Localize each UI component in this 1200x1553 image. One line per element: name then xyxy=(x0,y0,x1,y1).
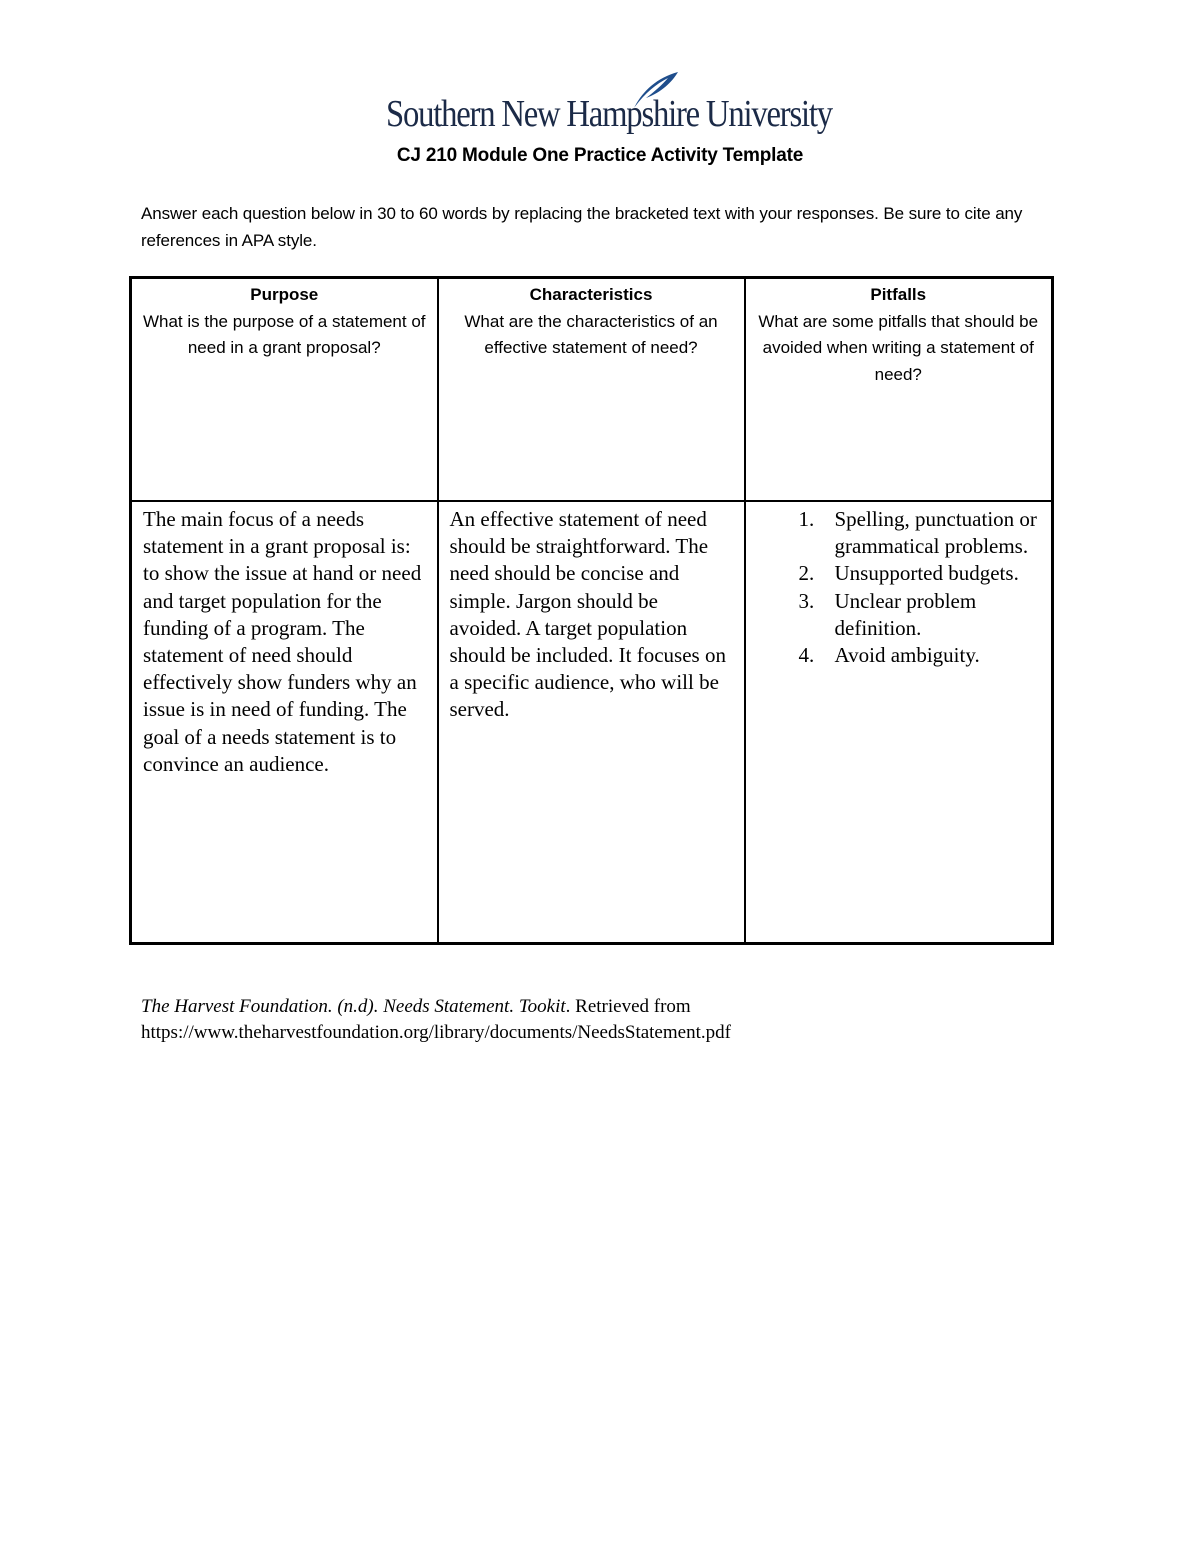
list-item-number: 3. xyxy=(798,588,815,613)
list-item-text: Avoid ambiguity. xyxy=(834,643,980,668)
list-item xyxy=(757,560,1042,587)
instructions-text: Answer each question below in 30 to 60 words by replacing the bracketed text with your responses. Be sure to cite any references in APA style. xyxy=(141,204,1023,250)
purpose-answer-cell[interactable] xyxy=(131,501,438,944)
characteristics-answer-cell[interactable] xyxy=(438,501,745,944)
pitfalls-question: What are some pitfalls that should be avoided when writing a statement of need? xyxy=(758,311,1039,384)
pitfalls-heading: Pitfalls xyxy=(870,285,927,304)
activity-table xyxy=(129,276,1054,945)
purpose-header-cell xyxy=(131,278,438,502)
university-logo xyxy=(386,70,832,136)
logo-wordmark: Southern New Hampshire University xyxy=(386,93,832,135)
list-item xyxy=(757,506,1042,560)
pitfalls-answer-cell[interactable] xyxy=(745,501,1053,944)
list-item-text: Unsupported budgets. xyxy=(834,561,1019,586)
reference-citation xyxy=(141,994,1101,1046)
answer-row xyxy=(131,501,1053,944)
question-row xyxy=(131,278,1053,502)
pitfalls-header-cell xyxy=(745,278,1053,502)
list-item-number: 1. xyxy=(798,507,815,531)
characteristics-header-cell xyxy=(438,278,745,502)
list-item-text: Spelling, punctuation or grammatical problems. xyxy=(834,507,1037,559)
purpose-answer: The main focus of a needs statement in a grant proposal is: to show the issue at hand or need and target population for the funding of a program. The statement of need should effectively show funders why an issue is in need of funding. The goal of a needs statement is to convince an audience. xyxy=(143,507,422,776)
reference-url[interactable]: https://www.theharvestfoundation.org/library/documents/NeedsStatement.pdf xyxy=(141,1022,731,1043)
characteristics-question: What are the characteristics of an effective statement of need? xyxy=(464,311,718,357)
reference-italic-title: The Harvest Foundation. (n.d). Needs Statement. Tookit xyxy=(141,996,566,1017)
characteristics-answer: An effective statement of need should be straightforward. The need should be concise and simple. Jargon should be avoided. A target population should be included. It focuses on a specific audience, who will be served. xyxy=(449,507,726,722)
purpose-question: What is the purpose of a statement of need in a grant proposal? xyxy=(142,311,426,357)
list-item xyxy=(757,588,1042,642)
list-item-number: 2. xyxy=(798,561,815,586)
reference-retrieved: . Retrieved from xyxy=(565,996,691,1017)
pitfalls-list xyxy=(757,506,1042,669)
document-title: CJ 210 Module One Practice Activity Template xyxy=(396,145,804,166)
purpose-heading: Purpose xyxy=(250,285,319,304)
characteristics-heading: Characteristics xyxy=(529,285,653,304)
list-item-text: Unclear problem definition. xyxy=(834,588,977,640)
list-item xyxy=(757,642,1042,669)
list-item-number: 4. xyxy=(798,643,815,668)
